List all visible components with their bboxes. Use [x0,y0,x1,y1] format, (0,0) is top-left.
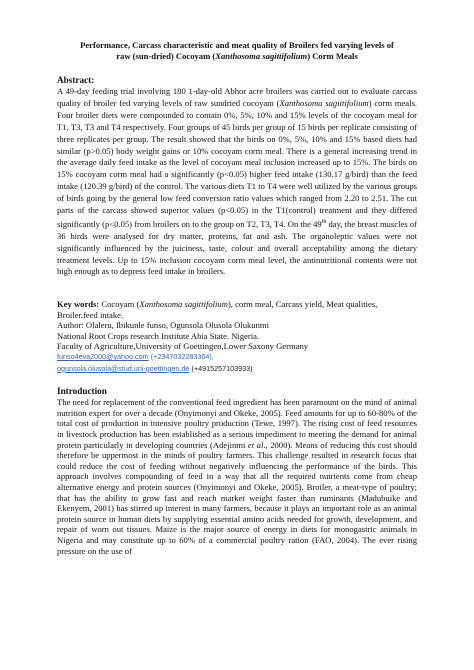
abstract-part-2: ) corm meals. Four broiler diets were compounded to contain 0%, 5%, 10% and 15% levels of the cocoyam meal for T1, T3, T3 and T4 respectively. Four groups of 45 birds per group of 15 birds per replicate consisting of three replicates per group. The result showed that the birds on 0%, 5%, 10% and 15% based diets had similar (p>0.05) body weight gains or 10% cocoyam corm meal. There is a general increasing trend in the average daily feed intake as the level of cocoyam meal inclusion increased up to 15%. The birds on 15% cocoyam corm meal had a significantly (p<0.05) higher feed intake (130.17 g/bird) than the feed intake (120.39 g/bird) of the control. The various diets T1 to T4 were well utilized by the various groups of birds going by the general low feed conversion ratio values which ranged from 2.20 to 2.51. The cut parts of the carcass showed superior values (p<0.05) in the T1(control) treatment and they differed significantly (p<0.05) from broilers on to the group on T2, T3, T4. On the 49 [57,97,417,229]
email-link-1[interactable]: funso4eva2000@yahoo.com [57,352,149,362]
paper-title [57,40,417,62]
phone-2: (+4915257103933) [191,363,253,373]
contact-2 [57,363,417,374]
keywords-species-name: Xanthosoma sagittifolium [139,299,228,310]
introduction-body [57,397,417,556]
abstract-heading: Abstract: [57,75,95,85]
abstract-body [57,86,417,278]
title-line-2-b: ) Corm Meals [307,51,358,61]
phone-1: (+2347032283364), [150,352,214,362]
title-species-name: Xanthosoma sagittifolium [215,51,308,61]
abstract-superscript: th [321,218,327,225]
introduction-heading: Introduction [57,386,107,397]
intro-part-a: The need for replacement of the conventional feed ingredient has been paramount on the mind of animal nutrition expert for over a decade (Onyimonyi and Okeke, 2005). Feed amounts for up to 60-80% of the total cost of production in intensive poultry production (Tewe, 1997). The rising cost of feed resources in livestock production has been established as a serious impediment to meeting the demand for animal protein particularly in developing countries (Adejinmi [57,397,417,450]
author-line: Author: Olaleru, Ibikunle funso, Ogunsola Olusola Olukunmi [57,320,269,331]
contact-1 [57,351,417,362]
title-line-2-a: raw (sun-dried) Cocoyam ( [116,51,216,61]
institution-1: National Root Crops research Institute Abia State. Nigeria. [57,330,260,341]
keywords-text-2: ), corm meal, Carcass yield, Meat qualities, Broiler.feed intake. [57,299,378,320]
keywords-label: Key words: [57,299,100,310]
intro-et-al: et al [247,439,264,450]
metadata-block [57,299,417,374]
abstract-part-3: day, the breast muscles of 36 birds were analysed for dry matter, proteins, fat and ash. The organoleptic values were not significantly influenced by the juiciness, taste, colour and overall acceptability among the dietary treatment levels. Up to 15% inclusion cocoyam corm meal level, the antinutritional contents were not high enough as to depress feed intake in broilers. [57,218,417,277]
title-line-1: Performance, Carcass characteristic and meat quality of Broilers fed varying levels of [80,40,394,50]
keywords [57,299,417,320]
intro-part-b: ., 2000). Means of reducing this cost should therefore be uppermost in the minds of poultry farmers. This challenge resulted in research focus that could reduce the cost of feeding without negatively influencing the performance of the birds. This approach involves compounding of feed in a way that all the required nutrients come from cheap alternative energy and protein sources (Onyimonyi and Okeke, 2005). Broiler, a meat-type of poultry; that has the ability to grow fast and reach market weight faster than ruminants (Madubuike and Ekenyem, 2001) has stirred up interest in many farmers, because it plays an important role as an animal protein source in human diets by supplying essential amino acids needed for growth, development, and repair of worn out tissues. Maize is the major source of energy in diets for monogastric animals in Nigeria and may constitute up to 60% of a commercial poultry ration (FAO, 2004). The ever rising pressure on the use of [57,439,417,556]
abstract-species-name: Xanthosoma sagittifolium [279,97,369,108]
paper-page [57,40,417,556]
email-link-2[interactable]: ogunsola.olusola@stud.uni-goettingen.de [57,363,190,373]
abstract-part-1: A 49-day feeding trial involving 180 1-day-old Abhor acre broilers was carried out to evaluate carcass quality of broiler fed varying levels of raw sundried cocoyam ( [57,86,417,108]
keywords-text-1: Cocoyam ( [99,299,140,310]
institution-2: Faculty of Agriculture,University of Goettingen,Lower Saxony Germany [57,340,309,351]
